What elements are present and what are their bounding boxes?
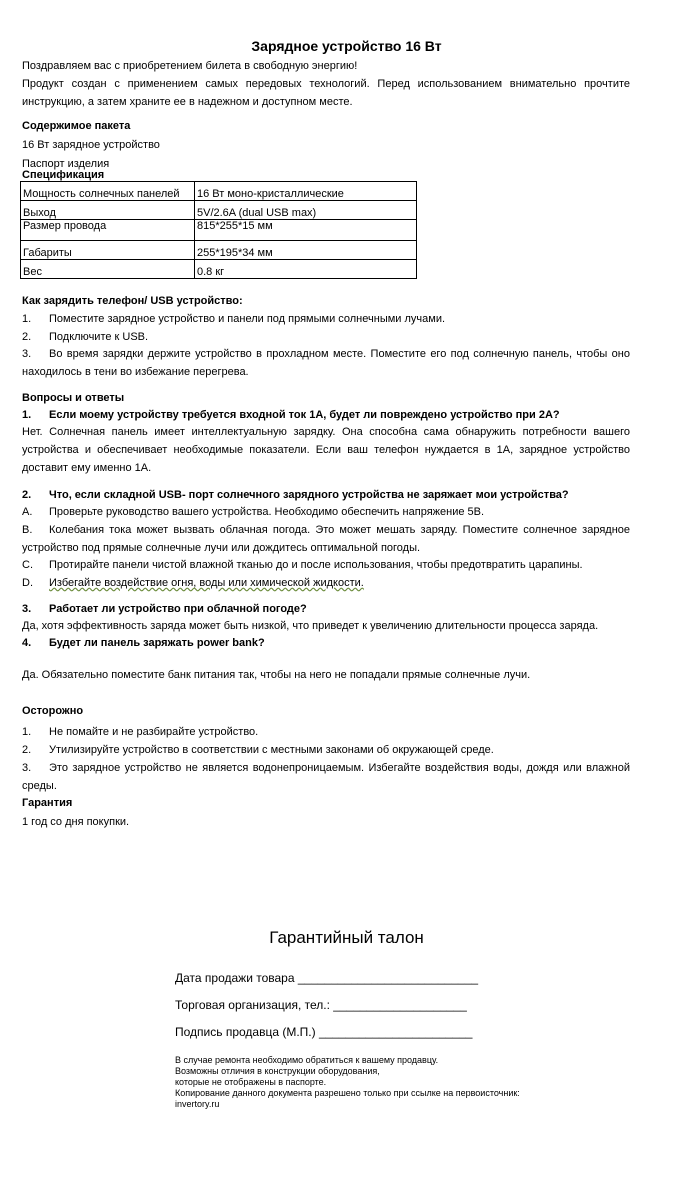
list-text: Не помайте и не разбирайте устройство.: [49, 726, 259, 738]
list-text: Проверьте руководство вашего устройства. Необходимо обеспечить напряжение 5В.: [49, 506, 485, 518]
spec-value: 16 Вт моно-кристаллические: [195, 182, 417, 201]
list-text: Избегайте воздействие огня, воды или химической жидкости.: [49, 577, 364, 589]
list-item: [22, 759, 630, 795]
caution-heading: Осторожно: [22, 705, 84, 717]
list-item: [22, 503, 484, 521]
faq-question: [22, 634, 265, 652]
table-row: [21, 260, 417, 279]
warranty-note: В случае ремонта необходимо обратиться к вашему продавцу.: [175, 1055, 439, 1065]
spec-value: 0.8 кг: [195, 260, 417, 279]
faq-question: [22, 600, 307, 618]
warranty-card-title: Гарантийный талон: [269, 928, 424, 947]
warranty-note: invertory.ru: [175, 1099, 220, 1109]
document-title: Зарядное устройство 16 Вт: [251, 38, 442, 54]
specs-table: [20, 181, 417, 279]
howto-heading: Как зарядить телефон/ USB устройство:: [22, 295, 243, 307]
list-number: 3.: [22, 603, 32, 615]
list-number: D.: [22, 577, 33, 589]
spec-name: Габариты: [21, 241, 195, 260]
list-number: 1.: [22, 313, 32, 325]
list-item: [22, 521, 630, 557]
list-text: Колебания тока может вызвать облачная погода. Это может мешать заряду. Поместите солнечное зарядное устройство под прямые солнечные лучи или дождитесь оптимальной погоды.: [22, 524, 630, 554]
warranty-note: Возможны отличия в конструкции оборудования,: [175, 1066, 380, 1076]
list-number: 2.: [22, 489, 32, 501]
package-item: 16 Вт зарядное устройство: [22, 139, 160, 151]
spec-name: Размер провода: [21, 220, 195, 241]
warranty-notes: [175, 1055, 535, 1110]
guarantee-heading: Гарантия: [22, 797, 73, 809]
warranty-signature-line: Подпись продавца (М.П.) _______________________: [175, 1025, 473, 1039]
list-number: B.: [22, 524, 33, 536]
list-number: 4.: [22, 637, 32, 649]
list-text: Подключите к USB.: [49, 331, 149, 343]
spec-name: Выход: [21, 201, 195, 220]
table-row: [21, 182, 417, 201]
list-number: 1.: [22, 726, 32, 738]
specs-heading: Спецификация: [22, 169, 105, 181]
spec-name: Вес: [21, 260, 195, 279]
package-heading: Содержимое пакета: [22, 120, 131, 132]
faq-question: [22, 486, 569, 504]
table-row: [21, 241, 417, 260]
list-number: 2.: [22, 331, 32, 343]
list-number: 3.: [22, 762, 32, 774]
list-item: [22, 741, 494, 759]
list-text: Протирайте панели чистой влажной тканью до и после использования, чтобы предотвратить царапины.: [49, 559, 583, 571]
list-text: Во время зарядки держите устройство в прохладном месте. Поместите его под солнечную панель, чтобы оно находилось в тени во избежание перегрева.: [22, 348, 630, 378]
list-number: C.: [22, 559, 33, 571]
list-number: 1.: [22, 409, 32, 421]
question-text: Если моему устройству требуется входной ток 1А, будет ли повреждено устройство при 2А?: [49, 409, 560, 421]
list-number: 3.: [22, 348, 32, 360]
faq-answer: Нет. Солнечная панель имеет интеллектуальную зарядку. Она способна сама обнаружить потребности вашего устройства и обеспечивает необходимые показатели. Если ваш телефон нуждается в 1А, зарядное устройство доставит ему именно 1А.: [22, 426, 630, 474]
list-text: Поместите зарядное устройство и панели под прямыми солнечными лучами.: [49, 313, 446, 325]
guarantee-text: 1 год со дня покупки.: [22, 816, 130, 828]
list-item: [22, 310, 445, 328]
list-number: 2.: [22, 744, 32, 756]
question-text: Работает ли устройство при облачной погоде?: [49, 603, 307, 615]
list-text: Это зарядное устройство не является водонепроницаемым. Избегайте воздействия воды, дождя или влажной среды.: [22, 762, 630, 792]
warranty-sale-date-line: Дата продажи товара ___________________________: [175, 971, 479, 985]
spec-value: 5V/2.6A (dual USB max): [195, 201, 417, 220]
faq-heading: Вопросы и ответы: [22, 392, 125, 404]
question-text: Что, если складной USB- порт солнечного зарядного устройства не заряжает мои устройства?: [49, 489, 569, 501]
faq-question: [22, 406, 560, 424]
list-item: [22, 345, 630, 381]
list-item: [22, 574, 364, 592]
list-item: [22, 328, 148, 346]
faq-answer: Да. Обязательно поместите банк питания так, чтобы на него не попадали прямые солнечные лучи.: [22, 669, 531, 681]
warranty-note: Копирование данного документа разрешено только при ссылке на первоисточник:: [175, 1088, 520, 1098]
intro-line-2: Продукт создан с применением самых передовых технологий. Перед использованием внимательно прочтите инструкцию, а затем храните ее в надежном и доступном месте.: [22, 78, 630, 108]
spec-name: Мощность солнечных панелей: [21, 182, 195, 201]
list-number: A.: [22, 506, 33, 518]
package-item: Паспорт изделия: [22, 158, 110, 170]
list-text: Утилизируйте устройство в соответствии с местными законами об окружающей среде.: [49, 744, 494, 756]
table-row: [21, 220, 417, 241]
list-item: [22, 723, 258, 741]
spec-value: 815*255*15 мм: [195, 220, 417, 241]
warranty-organization-line: Торговая организация, тел.: ____________________: [175, 998, 467, 1012]
intro-line-1: Поздравляем вас с приобретением билета в свободную энергию!: [22, 60, 358, 72]
faq-answer: Да, хотя эффективность заряда может быть низкой, что приведет к увеличению длительности процесса заряда.: [22, 620, 599, 632]
list-item: [22, 556, 583, 574]
spec-value: 255*195*34 мм: [195, 241, 417, 260]
table-row: [21, 201, 417, 220]
question-text: Будет ли панель заряжать power bank?: [49, 637, 265, 649]
warranty-note: которые не отображены в паспорте.: [175, 1077, 327, 1087]
